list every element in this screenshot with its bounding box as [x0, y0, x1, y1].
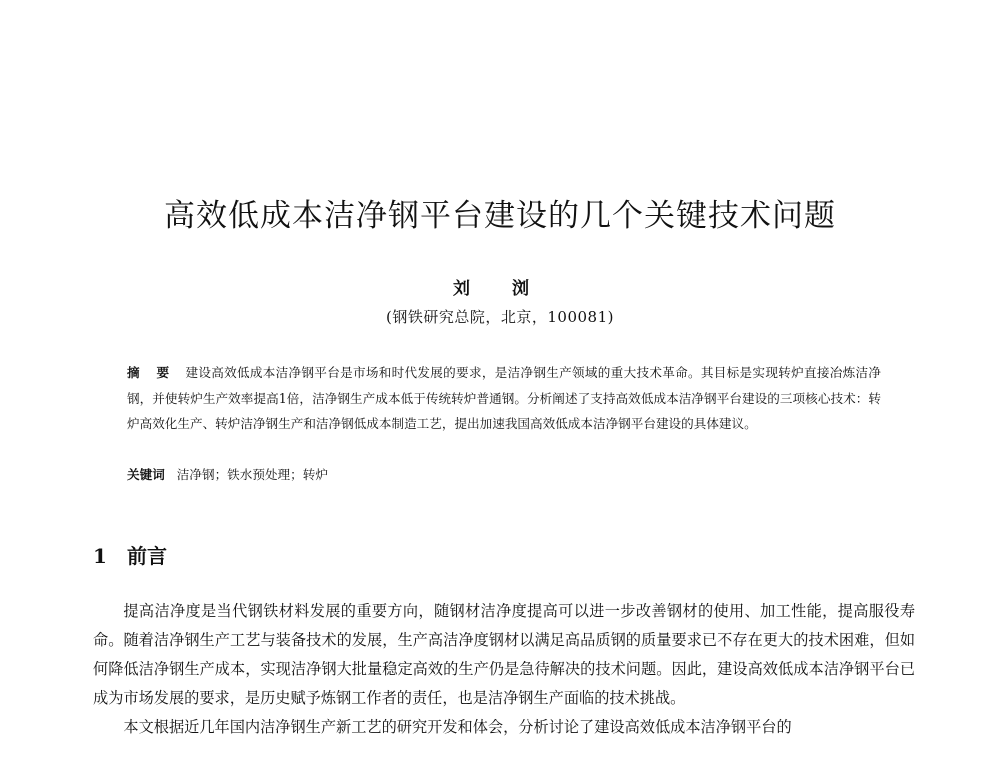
body-paragraph: 提高洁净度是当代钢铁材料发展的重要方向，随钢材洁净度提高可以进一步改善钢材的使用、加工性能，提高服役寿命。随着洁净钢生产工艺与装备技术的发展，生产高洁净度钢材以满足高品质钢的质量要求已不存在更大的技术困难，但如何降低洁净钢生产成本，实现洁净钢大批量稳定高效的生产仍是急待解决的技术问题。因此，建设高效低成本洁净钢平台已成为市场发展的要求，是历史赋予炼钢工作者的责任，也是洁净钢生产面临的技术挑战。	[93, 602, 915, 707]
keywords-block	[127, 462, 881, 488]
paper-author: 刘 浏	[453, 279, 547, 299]
keywords-label: 关键词	[127, 467, 165, 482]
abstract-label: 摘 要	[127, 365, 176, 380]
section-title: 前言	[127, 544, 167, 568]
section-heading	[93, 540, 167, 569]
abstract-text: 建设高效低成本洁净钢平台是市场和时代发展的要求，是洁净钢生产领域的重大技术革命。其目标是实现转炉直接冶炼洁净钢，并使转炉生产效率提高1倍，洁净钢生产成本低于传统转炉普通钢。分析阐述了支持高效低成本洁净钢平台建设的三项核心技术：转炉高效化生产、转炉洁净钢生产和洁净钢低成本制造工艺，提出加速我国高效低成本洁净钢平台建设的具体建议。	[127, 365, 881, 431]
section-number: 1	[93, 544, 107, 568]
section-body	[93, 597, 915, 742]
paper-affiliation: (钢铁研究总院，北京，100081)	[386, 308, 614, 326]
abstract-block	[127, 360, 881, 437]
keywords-text: 洁净钢；铁水预处理；转炉	[176, 467, 328, 482]
paper-title: 高效低成本洁净钢平台建设的几个关键技术问题	[164, 198, 836, 234]
body-paragraph: 本文根据近几年国内洁净钢生产新工艺的研究开发和体会，分析讨论了建设高效低成本洁净钢平台的	[123, 718, 792, 736]
